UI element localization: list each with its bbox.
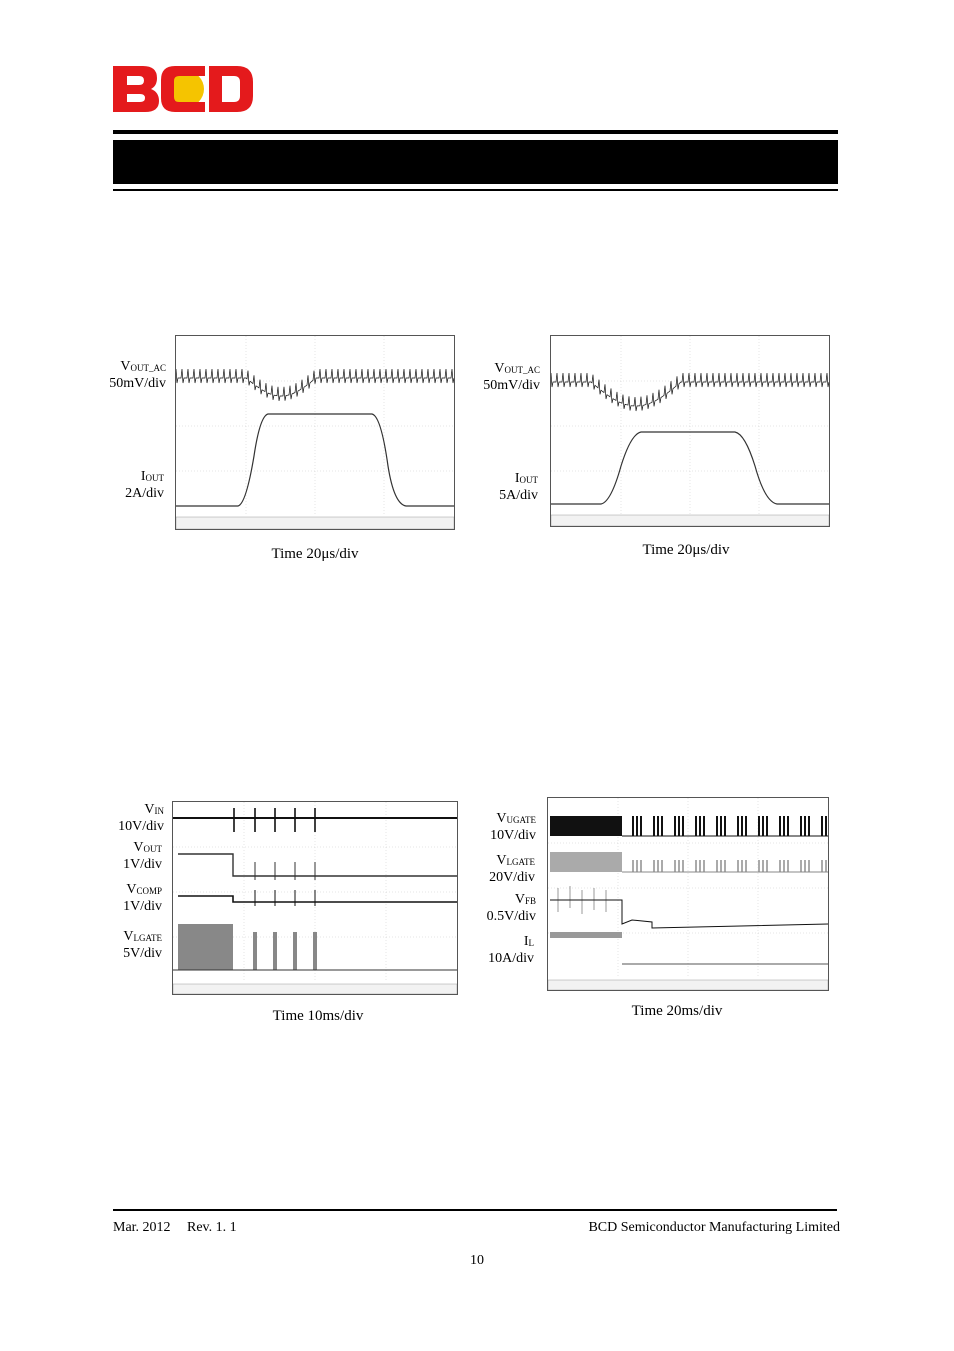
gate-pulse [703, 860, 705, 872]
gate-pulse [745, 860, 747, 872]
gate-pulse [783, 816, 785, 836]
figure-4-oscilloscope [547, 797, 829, 991]
figure-1-label-iout: $I_{OUT}$ 2A/div [125, 469, 164, 501]
gate-pulse [640, 860, 642, 872]
gate-pulse [741, 860, 743, 872]
header-title-bar [113, 140, 838, 184]
gate-pulse [741, 816, 743, 836]
gate-pulse [724, 816, 726, 836]
gate-pulse [653, 816, 655, 836]
gate-pulse [762, 816, 764, 836]
figure-1-oscilloscope [175, 335, 455, 530]
gate-pulse [661, 816, 663, 836]
gate-pulse [699, 816, 701, 836]
gate-pulse [716, 816, 718, 836]
figure-4-waveforms [548, 798, 828, 990]
gate-pulse [745, 816, 747, 836]
gate-pulse [682, 860, 684, 872]
header-rule-bottom [113, 189, 838, 191]
gate-pulse [640, 816, 642, 836]
gate-pulse [825, 816, 827, 836]
figure-3-label-vin: $V_{IN}$ 10V/div [118, 802, 164, 834]
gate-pulse [653, 860, 655, 872]
gate-pulse [808, 816, 810, 836]
figure-2-waveforms [551, 336, 829, 526]
gate-pulse [724, 860, 726, 872]
figure-2-caption: Time 20μs/div [642, 542, 730, 558]
gate-pulse [804, 816, 806, 836]
gate-pulse [678, 860, 680, 872]
gate-pulse [758, 860, 760, 872]
figure-3-label-vout: $V_{OUT}$ 1V/div [123, 840, 162, 872]
figure-4-label-il: $I_L$ 10A/div [488, 934, 534, 966]
gate-pulse [632, 816, 634, 836]
gate-pulse [737, 816, 739, 836]
footer-rule [113, 1209, 837, 1211]
gate-pulse [825, 860, 827, 872]
gate-pulse [695, 860, 697, 872]
figure-4-label-vlgate: $V_{LGATE}$ 20V/div [489, 853, 535, 885]
gate-pulse [787, 860, 789, 872]
figure-4-label-vfb: $V_{FB}$ 0.5V/div [486, 892, 536, 924]
gate-pulse [657, 860, 659, 872]
gate-pulse [695, 816, 697, 836]
gate-pulse [636, 816, 638, 836]
gate-pulse [716, 860, 718, 872]
footer-company: BCD Semiconductor Manufacturing Limited [588, 1220, 840, 1235]
gate-pulse [682, 816, 684, 836]
gate-pulse [766, 816, 768, 836]
gate-pulse [661, 860, 663, 872]
gate-pulse [766, 860, 768, 872]
gate-pulse [779, 860, 781, 872]
gate-pulse [699, 860, 701, 872]
footer-date: Mar. 2012 [113, 1220, 171, 1235]
gate-pulse [657, 816, 659, 836]
figure-3-oscilloscope [172, 801, 458, 995]
figure-1-waveforms [176, 336, 454, 529]
figure-1-label-vout: $V_{OUT\_AC}$ 50mV/div [109, 359, 166, 391]
gate-pulse [821, 816, 823, 836]
gate-pulse [674, 816, 676, 836]
gate-pulse [779, 816, 781, 836]
gate-pulse [703, 816, 705, 836]
page-number: 10 [470, 1253, 484, 1268]
gate-pulse [678, 816, 680, 836]
company-logo [113, 64, 255, 114]
figure-2-oscilloscope [550, 335, 830, 527]
figure-3-waveforms [173, 802, 457, 994]
gate-pulse [674, 860, 676, 872]
gate-pulse [737, 860, 739, 872]
footer-revision: Rev. 1. 1 [187, 1220, 237, 1235]
gate-pulse [804, 860, 806, 872]
gate-pulse [720, 860, 722, 872]
gate-pulse [762, 860, 764, 872]
figure-4-caption: Time 20ms/div [631, 1003, 723, 1019]
gate-pulse [800, 816, 802, 836]
gate-pulse [783, 860, 785, 872]
gate-pulse [800, 860, 802, 872]
gate-pulse [720, 816, 722, 836]
figure-4-label-vugate: $V_{UGATE}$ 10V/div [490, 811, 536, 843]
figure-2-label-iout: $I_{OUT}$ 5A/div [499, 471, 538, 503]
gate-pulse [787, 816, 789, 836]
figure-2-label-vout: $V_{OUT\_AC}$ 50mV/div [483, 361, 540, 393]
figure-3-label-vcomp: $V_{COMP}$ 1V/div [123, 882, 162, 914]
header-rule-top [113, 130, 838, 134]
gate-pulse [758, 816, 760, 836]
figure-3-label-vlgate: $V_{LGATE}$ 5V/div [123, 929, 162, 961]
gate-pulse [808, 860, 810, 872]
gate-pulse [632, 860, 634, 872]
gate-pulse [636, 860, 638, 872]
gate-pulse [821, 860, 823, 872]
figure-1-caption: Time 20μs/div [271, 546, 359, 562]
figure-3-caption: Time 10ms/div [272, 1008, 364, 1024]
